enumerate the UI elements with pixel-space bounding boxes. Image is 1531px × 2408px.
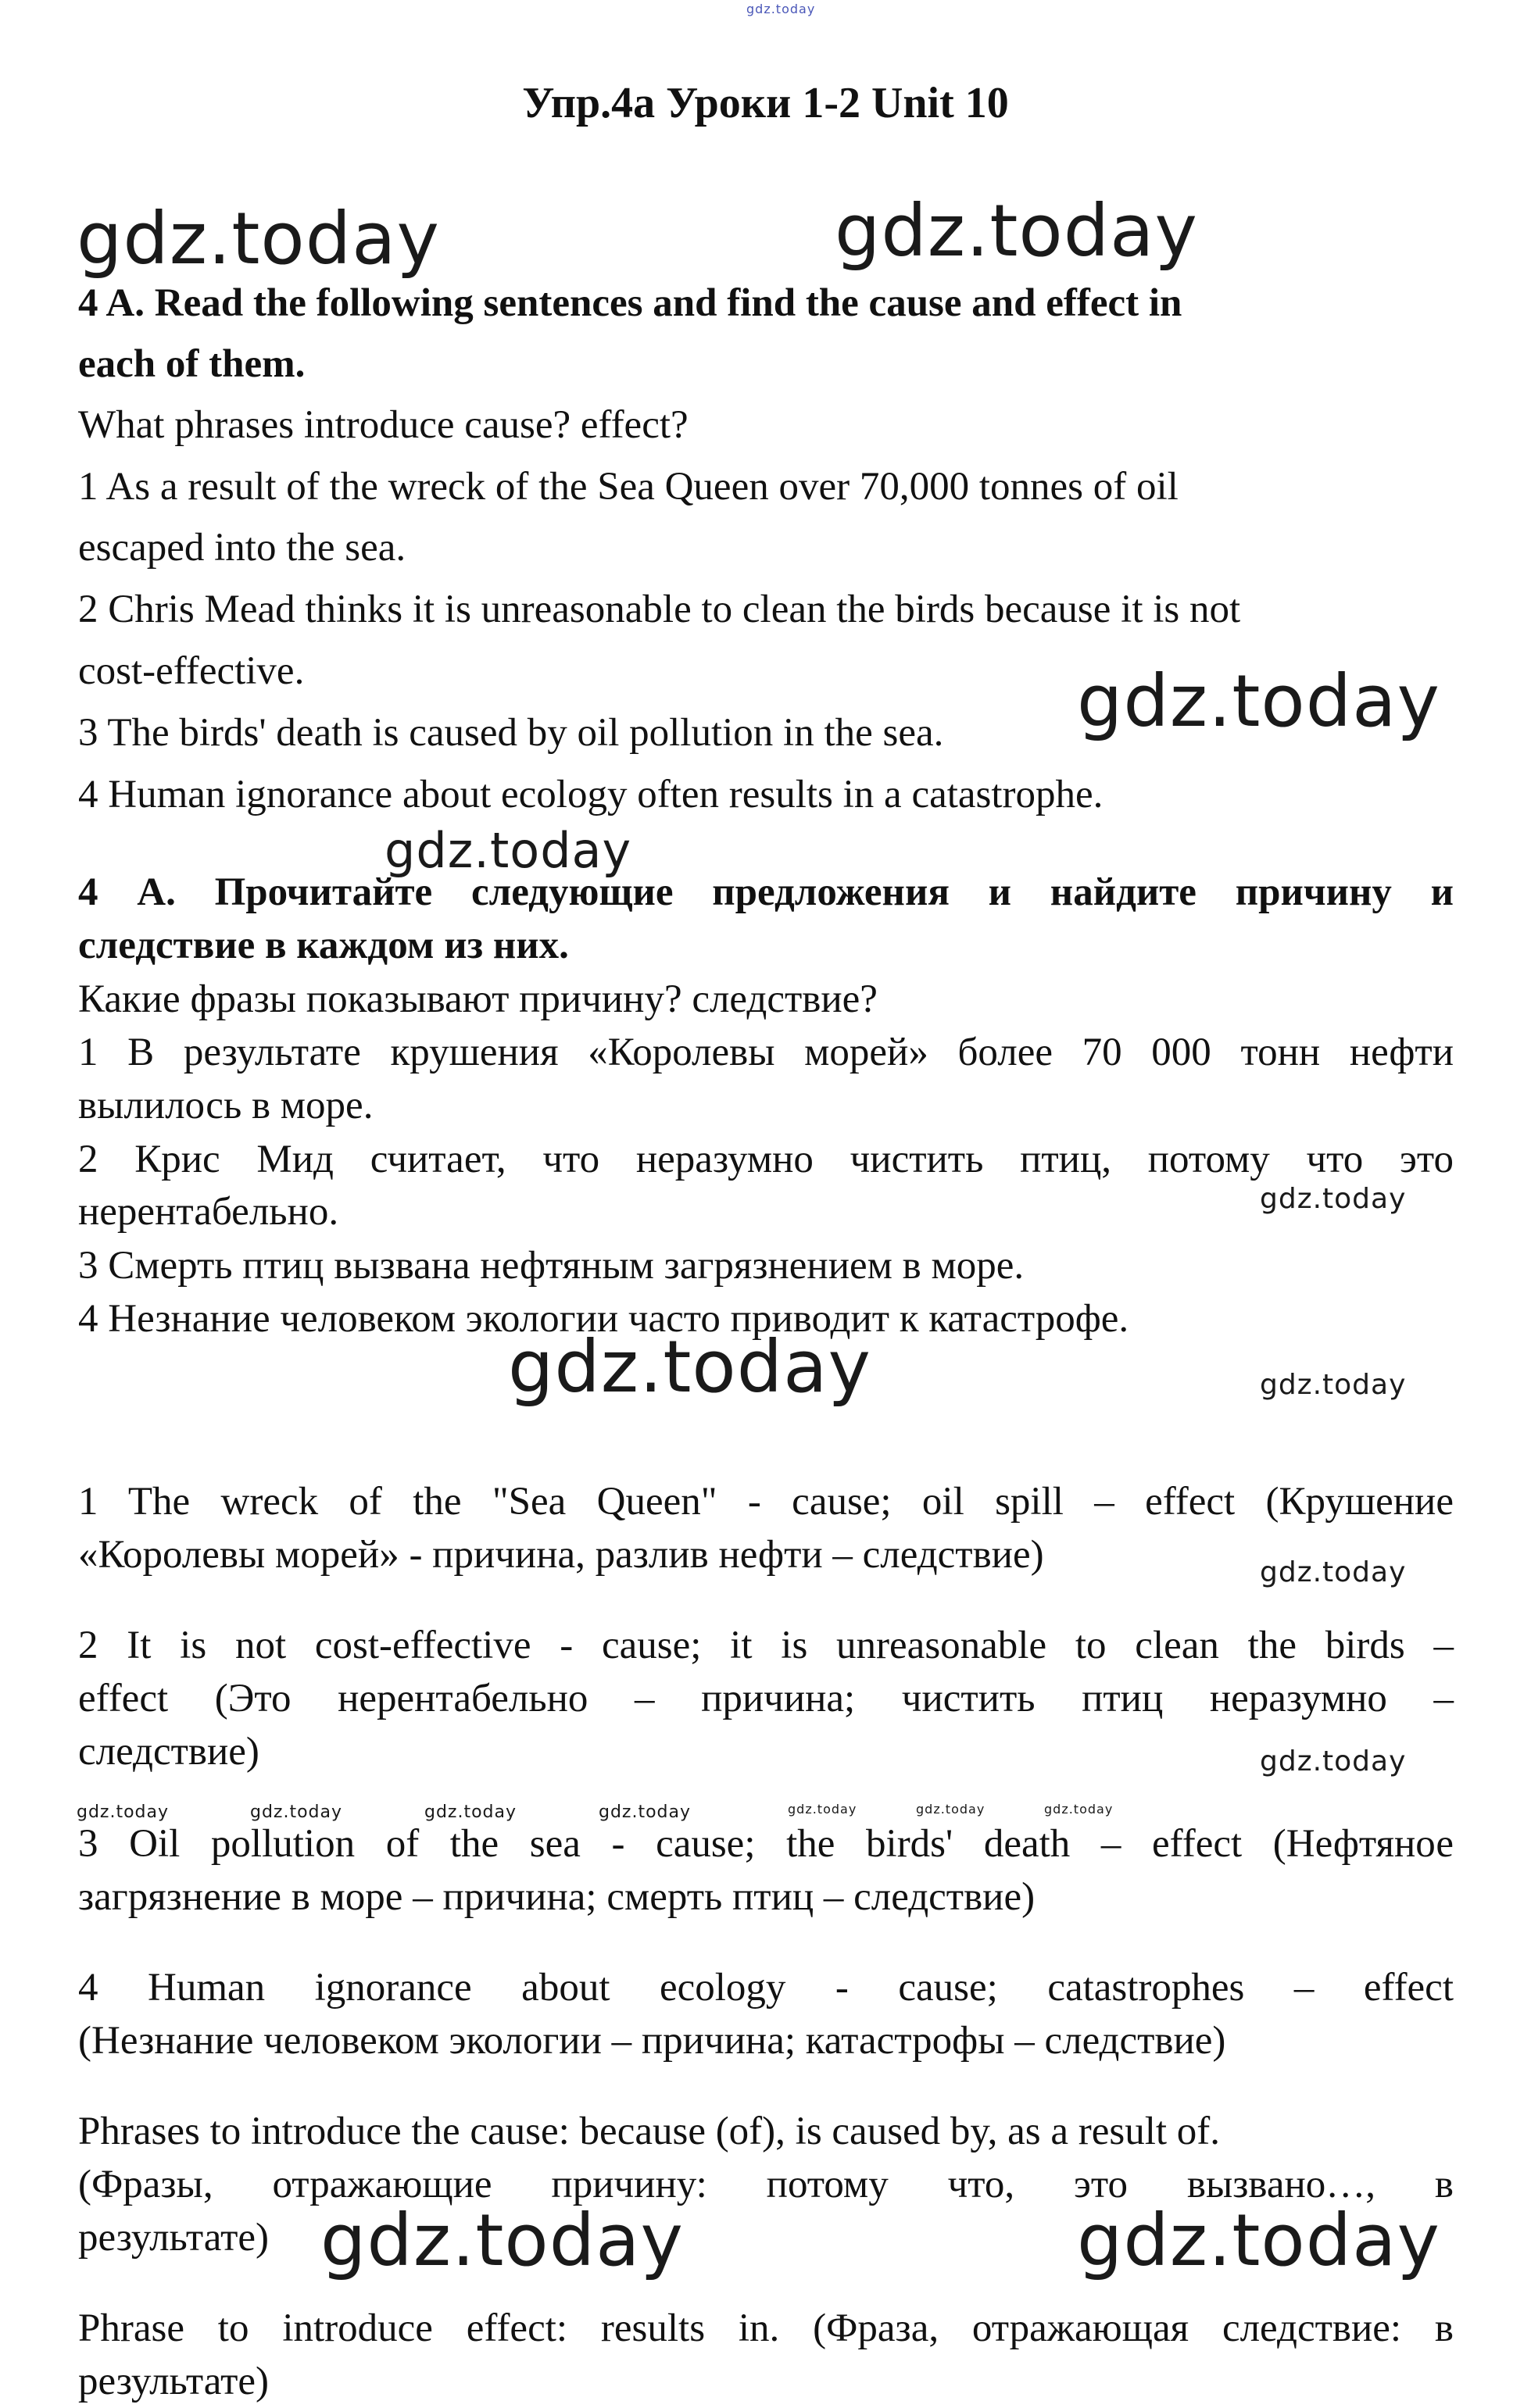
english-sentence-2a: 2 Chris Mead thinks it is unreasonable to clean the birds because it is not [78,588,1241,631]
phrases-effect-a: Phrase to introduce effect: results in. (Фраза, отражающая следствие: в [78,2306,1454,2350]
phrases-cause-b: (Фразы, отражающие причину: потому что, это вызвано…, в [78,2163,1454,2206]
russian-heading-line2: следствие в каждом из них. [78,924,569,967]
english-question: What phrases introduce cause? effect? [78,403,689,447]
watermark: gdz.today [1260,1369,1407,1401]
watermark: gdz.today [1260,1556,1407,1588]
english-sentence-3: 3 The birds' death is caused by oil pollution in the sea. [78,711,944,755]
english-sentence-4: 4 Human ignorance about ecology often results in a catastrophe. [78,773,1104,816]
watermark: gdz.today [1077,2199,1440,2282]
english-sentence-2b: cost-effective. [78,649,305,693]
answer-4b: (Незнание человеком экологии – причина; катастрофы – следствие) [78,2019,1226,2063]
english-sentence-1a: 1 As a result of the wreck of the Sea Queen over 70,000 tonnes of oil [78,465,1179,509]
watermark: gdz.today [508,1325,871,1409]
russian-question: Какие фразы показывают причину? следствие? [78,977,878,1021]
watermark: gdz.today [1260,1183,1407,1215]
watermark: gdz.today [320,2199,684,2282]
watermark: gdz.today [385,822,632,879]
answer-1b: «Королевы морей» - причина, разлив нефти – следствие) [78,1533,1044,1577]
english-heading-line2: each of them. [78,342,306,386]
watermark: gdz.today [599,1802,692,1822]
watermark: gdz.today [1044,1802,1114,1817]
english-sentence-1b: escaped into the sea. [78,526,406,570]
russian-sentence-4: 4 Незнание человеком экологии часто приводит к катастрофе. [78,1297,1129,1341]
answer-4a: 4 Human ignorance about ecology - cause; catastrophes – effect [78,1966,1454,2010]
watermark: gdz.today [835,189,1198,273]
page-title: Упр.4а Уроки 1-2 Unit 10 [522,79,1009,127]
watermark-top: gdz.today [746,2,816,16]
russian-sentence-2b: нерентабельно. [78,1190,339,1234]
watermark: gdz.today [77,1802,170,1822]
answer-2c: следствие) [78,1730,259,1774]
watermark: gdz.today [916,1802,985,1817]
watermark: gdz.today [1077,659,1440,743]
watermark: gdz.today [424,1802,517,1822]
answer-2a: 2 It is not cost-effective - cause; it is unreasonable to clean the birds – [78,1624,1454,1667]
watermark: gdz.today [77,197,440,280]
english-heading-line1: 4 A. Read the following sentences and find the cause and effect in [78,281,1182,325]
watermark: gdz.today [250,1802,343,1822]
answer-3a: 3 Oil pollution of the sea - cause; the birds' death – effect (Нефтяное [78,1822,1454,1866]
russian-sentence-1a: 1 В результате крушения «Королевы морей» более 70 000 тонн нефти [78,1031,1454,1074]
phrases-effect-b: результате) [78,2360,269,2403]
russian-sentence-2a: 2 Крис Мид считает, что неразумно чистить птиц, потому что это [78,1138,1454,1181]
russian-heading-line1: 4 А. Прочитайте следующие предложения и найдите причину и [78,870,1454,914]
answer-1a: 1 The wreck of the "Sea Queen" - cause; oil spill – effect (Крушение [78,1480,1454,1524]
answer-2b: effect (Это нерентабельно – причина; чистить птиц неразумно – [78,1677,1454,1720]
phrases-cause-a: Phrases to introduce the cause: because (of), is caused by, as a result of. [78,2110,1221,2153]
russian-sentence-1b: вылилось в море. [78,1084,374,1127]
watermark: gdz.today [788,1802,857,1817]
phrases-cause-c: результате) [78,2216,269,2260]
russian-sentence-3: 3 Смерть птиц вызвана нефтяным загрязнением в море. [78,1244,1025,1288]
watermark: gdz.today [1260,1745,1407,1777]
answer-3b: загрязнение в море – причина; смерть птиц – следствие) [78,1875,1036,1919]
